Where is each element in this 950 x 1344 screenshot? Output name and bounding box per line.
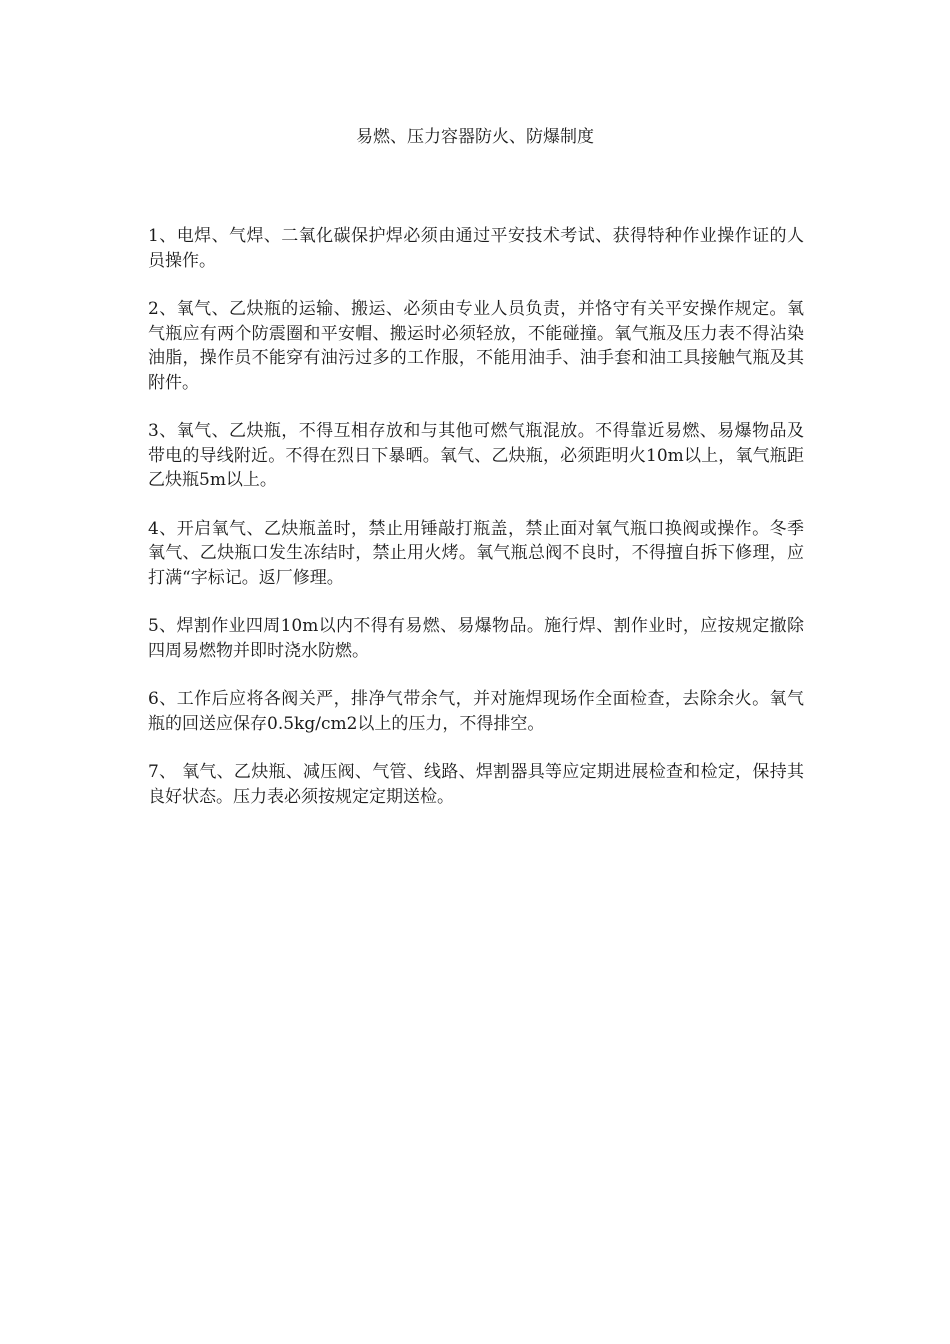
document-body <box>148 224 804 833</box>
document-title: 易燃、压力容器防火、防爆制度 <box>356 127 594 147</box>
paragraph-2: 2、氧气、乙炔瓶的运输、搬运、必须由专业人员负责，并恪守有关平安操作规定。氧气瓶应有两个防震圈和平安帽、搬运时必须轻放，不能碰撞。氧气瓶及压力表不得沾染油脂，操作员不能穿有油污过多的工作服，不能用油手、油手套和油工具接触气瓶及其附件。 <box>148 299 804 393</box>
paragraph-5: 5、焊割作业四周10m以内不得有易燃、易爆物品。施行焊、割作业时，应按规定撤除四周易燃物并即时浇水防燃。 <box>148 616 804 661</box>
paragraph-4: 4、开启氧气、乙炔瓶盖时，禁止用锤敲打瓶盖，禁止面对氧气瓶口换阀或操作。冬季氧气、乙炔瓶口发生冻结时，禁止用火烤。氧气瓶总阀不良时，不得擅自拆下修理，应打满“字标记。返厂修理。 <box>148 518 804 588</box>
paragraph-3: 3、氧气、乙炔瓶，不得互相存放和与其他可燃气瓶混放。不得靠近易燃、易爆物品及带电的导线附近。不得在烈日下暴晒。氧气、乙炔瓶，必须距明火10m以上，氧气瓶距乙炔瓶5m以上。 <box>148 421 804 490</box>
paragraph-6: 6、工作后应将各阀关严，排净气带余气，并对施焊现场作全面检查，去除余火。氧气瓶的回送应保存0.5kg/cm2以上的压力，不得排空。 <box>148 689 804 734</box>
paragraph-7: 7、 氧气、乙炔瓶、减压阀、气管、线路、焊割器具等应定期进展检查和检定，保持其良好状态。压力表必须按规定定期送检。 <box>148 762 804 807</box>
paragraph-1: 1、电焊、气焊、二氧化碳保护焊必须由通过平安技术考试、获得特种作业操作证的人员操作。 <box>148 226 804 271</box>
